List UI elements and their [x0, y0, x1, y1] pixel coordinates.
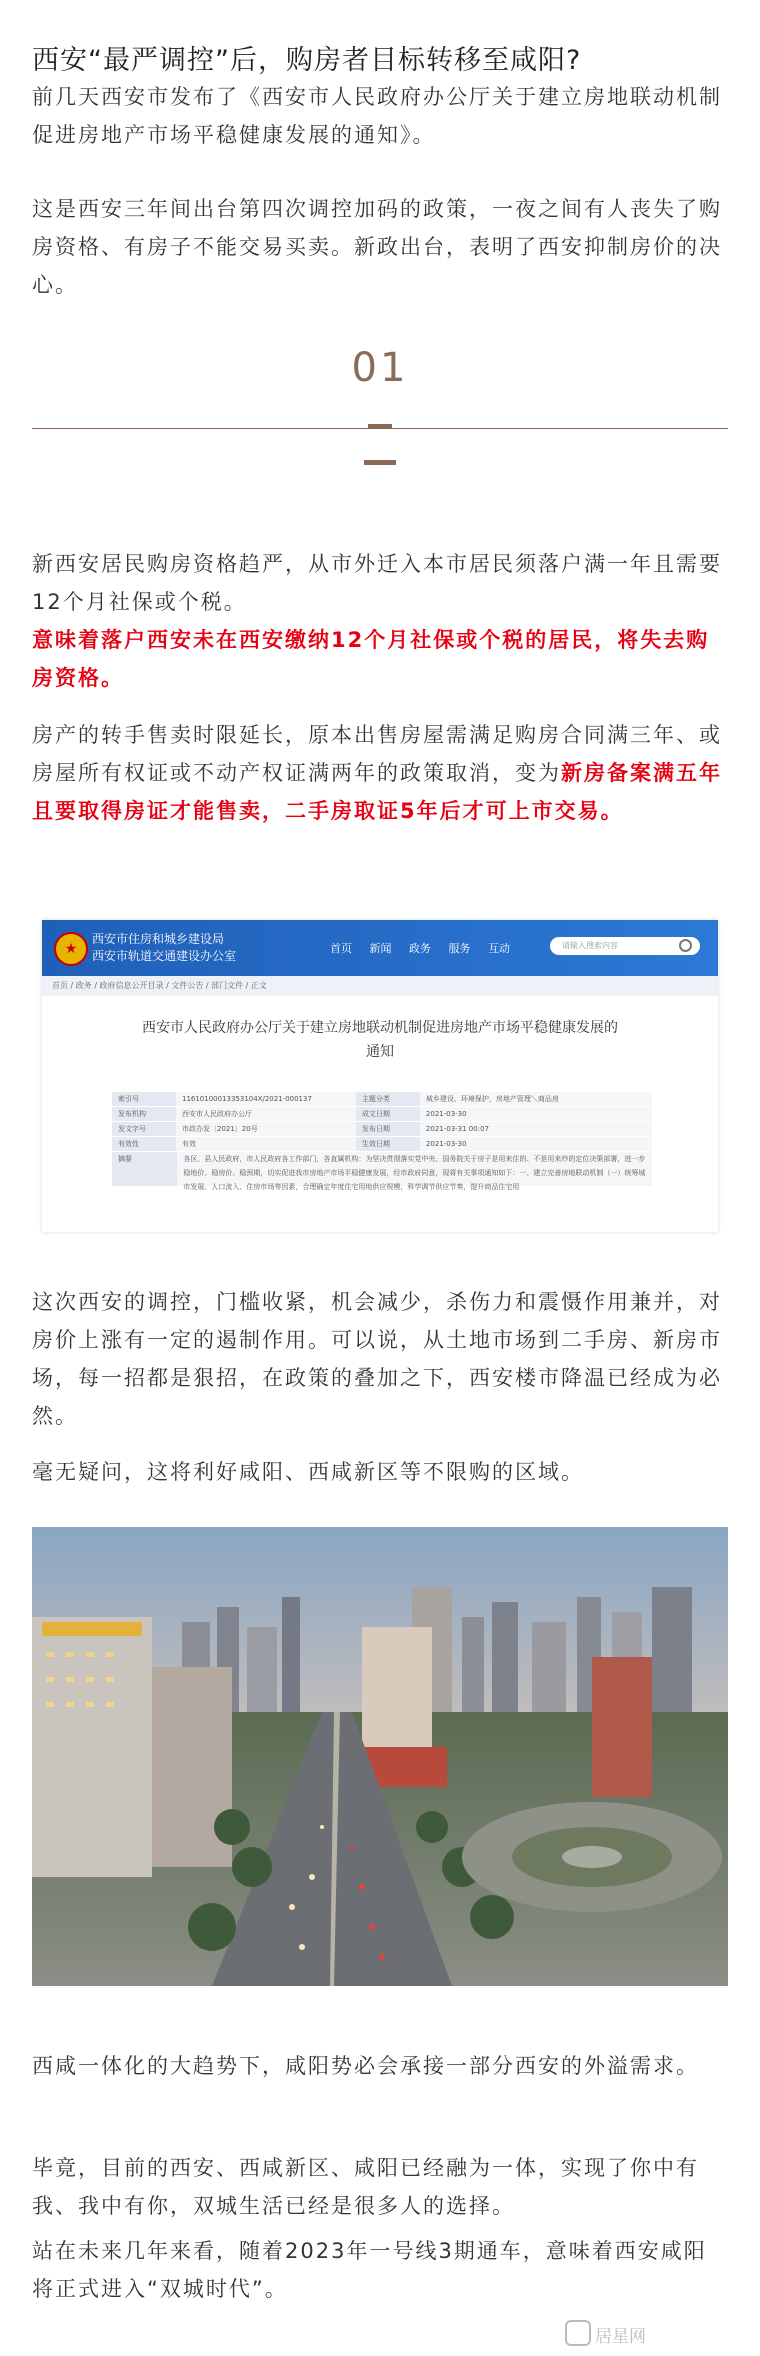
search-input[interactable]	[550, 937, 700, 955]
meta-abstract-row	[112, 1152, 652, 1191]
purchase-qualification-block	[32, 545, 728, 697]
resale-highlight: 新房备案满五年且要取得房证才能售卖，二手房取证5年后才可上市交易。	[32, 761, 722, 823]
analysis-block	[32, 1283, 728, 1435]
divider-mark	[368, 424, 392, 428]
paragraph-analysis: 这次西安的调控，门槛收紧，机会减少，杀伤力和震慑作用兼并，对房价上涨有一定的遏制作用。可以说，从土地市场到二手房、新房市场，每一招都是狠招，在政策的叠加之下，西安楼市降温已经成为必然。	[32, 1290, 722, 1428]
paragraph-qualification: 新西安居民购房资格趋严，从市外迁入本市居民须落户满一年且需要12个月社保或个税。	[32, 552, 722, 614]
gov-site-name-line1: 西安市住房和城乡建设局	[92, 932, 225, 946]
nav-news[interactable]: 新闻	[369, 942, 392, 955]
nav-service[interactable]: 服务	[448, 942, 471, 955]
nav-affairs[interactable]: 政务	[409, 942, 431, 955]
meta-key: 发布日期	[356, 1122, 420, 1136]
national-emblem-icon: ★	[54, 932, 88, 966]
meta-value: 2021-03-31 00:07	[420, 1122, 652, 1136]
meta-key: 有效性	[112, 1137, 176, 1151]
gov-site-name	[92, 931, 236, 965]
meta-row	[112, 1137, 652, 1152]
nav-interact[interactable]: 互动	[488, 942, 510, 955]
context-block	[32, 190, 728, 304]
city-aerial-image	[32, 1527, 728, 1986]
divider-line	[32, 428, 728, 429]
meta-key: 发布机构	[112, 1107, 176, 1121]
paragraph-resale	[32, 716, 728, 830]
doc-meta-table	[112, 1092, 652, 1191]
doc-title	[42, 1016, 718, 1064]
section-divider	[0, 345, 760, 475]
meta-value: 11610100013353104X/2021-000137	[176, 1092, 356, 1106]
meta-key: 摘要	[112, 1152, 177, 1186]
paragraph-dual-city: 毕竟，目前的西安、西咸新区、咸阳已经融为一体，实现了你中有我、我中有你，双城生活已经是很多人的选择。	[32, 2156, 699, 2218]
resale-block	[32, 716, 728, 830]
gov-website-screenshot	[42, 920, 718, 1232]
gov-nav	[330, 940, 524, 956]
search-placeholder: 请输入搜索内容	[562, 941, 618, 950]
future-block	[32, 2232, 728, 2308]
paragraph-future: 站在未来几年来看，随着2023年一号线3期通车，意味着西安咸阳将正式进入“双城时代”。	[32, 2239, 707, 2301]
meta-row	[112, 1107, 652, 1122]
divider-mark-lower	[364, 460, 396, 465]
intro-block	[32, 78, 728, 154]
meta-value: 有效	[176, 1137, 356, 1151]
paragraph-qualification-highlight: 意味着落户西安未在西安缴纳12个月社保或个税的居民，将失去购房资格。	[32, 628, 710, 690]
doc-title-line2: 通知	[366, 1044, 394, 1060]
meta-value: 2021-03-30	[420, 1137, 652, 1151]
meta-key: 主题分类	[356, 1092, 420, 1106]
resale-text: 房产的转手售卖时限延长，原本出售房屋需满足购房合同满三年、或房屋所有权证或不动产权证满两年的政策取消，变为	[32, 723, 722, 785]
section-number: 01	[351, 345, 409, 391]
gov-site-name-line2: 西安市轨道交通建设办公室	[92, 949, 237, 963]
paragraph-benefit: 毫无疑问，这将利好咸阳、西咸新区等不限购的区域。	[32, 1460, 584, 1484]
paragraph-context: 这是西安三年间出台第四次调控加码的政策，一夜之间有人丧失了购房资格、有房子不能交易买卖。新政出台，表明了西安抑制房价的决心。	[32, 197, 722, 297]
doc-title-line1: 西安市人民政府办公厅关于建立房地联动机制促进房地产市场平稳健康发展的	[142, 1020, 618, 1036]
meta-value: 西安市人民政府办公厅	[176, 1107, 356, 1121]
nav-home[interactable]: 首页	[330, 942, 352, 955]
city-photo	[32, 1527, 728, 1986]
meta-key: 发文字号	[112, 1122, 176, 1136]
breadcrumb: 首页 / 政务 / 政府信息公开目录 / 文件公告 / 部门文件 / 正文	[42, 976, 718, 996]
abstract-text: 各区、县人民政府，市人民政府各工作部门，各直属机构：为坚决贯彻落实党中央、国务院关于房子是用来住的、不是用来炒的定位决策部署，进一步稳地价、稳房价、稳预期，切实促进我市房地产市场平稳健康发展，经市政府同意，现将有关事项通知如下：一、建立完善房地联动机制（一）统筹城市发展、人口流入、住房市场等因素，合理确定年度住宅用地供应规模，科学调节供应节奏，提升商品住宅用	[177, 1152, 652, 1186]
meta-value: 2021-03-30	[420, 1107, 652, 1121]
watermark-text: 居星网	[595, 2327, 646, 2347]
meta-row	[112, 1122, 652, 1137]
gov-header	[42, 920, 718, 976]
article-title: 西安“最严调控”后，购房者目标转移至咸阳?	[32, 45, 582, 76]
meta-key: 成文日期	[356, 1107, 420, 1121]
benefit-block	[32, 1453, 728, 1491]
watermark-logo-icon	[565, 2320, 591, 2346]
integration-block	[32, 2047, 728, 2085]
meta-key: 生效日期	[356, 1137, 420, 1151]
search-icon[interactable]	[679, 939, 692, 952]
meta-key: 索引号	[112, 1092, 176, 1106]
paragraph-integration: 西咸一体化的大趋势下，咸阳势必会承接一部分西安的外溢需求。	[32, 2054, 699, 2078]
paragraph-intro: 前几天西安市发布了《西安市人民政府办公厅关于建立房地联动机制促进房地产市场平稳健康发展的通知》。	[32, 85, 722, 147]
dual-city-block	[32, 2149, 728, 2225]
meta-value: 市政办发〔2021〕20号	[176, 1122, 356, 1136]
meta-value: 城乡建设、环境保护，房地产管理＼商品房	[420, 1092, 652, 1106]
meta-row	[112, 1092, 652, 1107]
